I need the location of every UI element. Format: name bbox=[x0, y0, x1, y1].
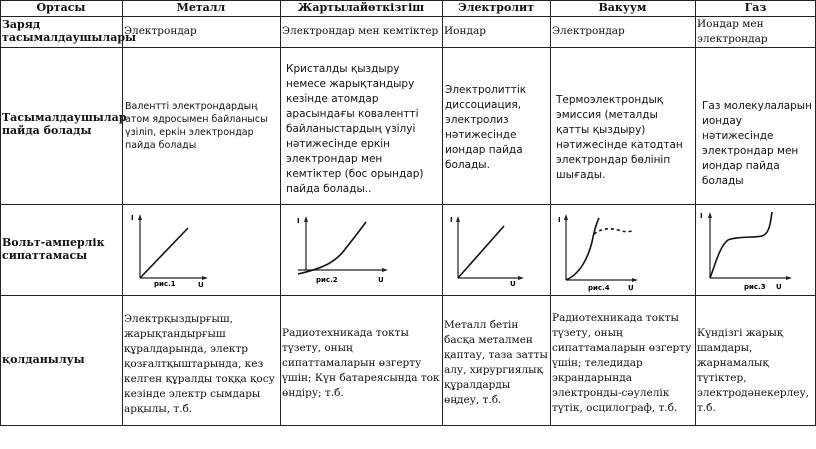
figure-label: рис.2 bbox=[316, 276, 338, 284]
header-medium: Ортасы bbox=[36, 1, 86, 14]
row-label-iv: Вольт-амперлік сипаттамасы bbox=[2, 236, 105, 262]
figure-label: рис.3 bbox=[744, 283, 766, 291]
axis-i-label: I bbox=[297, 217, 300, 225]
axis-i-label: I bbox=[558, 216, 561, 224]
iv-curve bbox=[298, 222, 366, 274]
figure-label: рис.4 bbox=[588, 284, 610, 292]
usage-electrolyte: Металл бетін басқа металмен қаптау, таза затты алу, хирургиялық құралдарды өңдеу, т.б. bbox=[444, 319, 548, 406]
axis-i-label: I bbox=[131, 214, 134, 222]
usage-gas: Күндізгі жарық шамдары, жарнамалық түтіктер, электродәнекерлеу, т.б. bbox=[697, 327, 809, 414]
header-metal: Металл bbox=[176, 1, 226, 14]
carriers-gas: Иондар мен электрондар bbox=[697, 18, 768, 45]
iv-curve bbox=[710, 212, 772, 278]
iv-curve bbox=[458, 226, 504, 278]
usage-vacuum: Радиотехникада токты түзету, оның сипаттамаларын өзгерту үшін; теледидар экрандарында электронды-сәулелік түтік, осцилограф, т.б. bbox=[552, 312, 692, 414]
header-electrolyte: Электролит bbox=[457, 1, 535, 14]
figure-label: рис.1 bbox=[154, 280, 176, 288]
row-label-origin: Тасымалдаушылар пайда болады bbox=[2, 111, 127, 137]
axis-u-label: U bbox=[198, 281, 204, 289]
axis-u-label: U bbox=[510, 280, 516, 288]
usage-metal: Электрқыздырғыш, жарықтандырғыш құралдарында, электр қозғалтқыштарында, кез келген құралды тоққа қосу кезінде электр сымдары арқылы, т.б. bbox=[124, 313, 275, 415]
axis-i-label: I bbox=[450, 216, 453, 224]
origin-electrolyte: Электролиттік диссоциация, электролиз нәтижесінде иондар пайда болады. bbox=[445, 84, 527, 171]
origin-metal: Валентті электрондардың атом ядросымен байланысы үзіліп, еркін электрондар пайда болады bbox=[125, 101, 268, 151]
iv-graph-vacuum bbox=[556, 210, 646, 292]
iv-saturation-curve bbox=[594, 229, 632, 234]
header-gas: Газ bbox=[744, 1, 767, 14]
axis-u-label: U bbox=[378, 276, 384, 284]
origin-semiconductor: Кристалды қыздыру немесе жарықтандыру кезінде атомдар арасындағы ковалентті байланыстардың үзілуі нәтижесінде еркін электрондар мен кемтіктер (бос орындар) пайда болады.. bbox=[286, 63, 424, 195]
iv-graph-electrolyte bbox=[448, 212, 528, 288]
origin-vacuum: Термоэлектрондық эмиссия (металды қатты қыздыру) нәтижесінде катодтан электрондар бөлініп шығады. bbox=[556, 94, 683, 181]
header-semiconductor: Жартылайөткізгіш bbox=[297, 1, 425, 14]
axis-u-label: U bbox=[776, 283, 782, 291]
iv-graph-gas bbox=[698, 206, 796, 292]
iv-curve bbox=[566, 218, 599, 280]
row-label-carriers: Заряд тасымалдаушылары bbox=[2, 18, 137, 44]
iv-curve bbox=[140, 228, 188, 278]
origin-gas: Газ молекулаларын иондау нәтижесінде электрондар мен иондар пайда болады bbox=[702, 100, 812, 187]
carriers-semiconductor: Электрондар мен кемтіктер bbox=[282, 25, 439, 37]
carriers-metal: Электрондар bbox=[124, 25, 197, 37]
iv-graph-semiconductor bbox=[294, 212, 390, 292]
iv-graph-metal bbox=[130, 210, 210, 290]
header-vacuum: Вакуум bbox=[598, 1, 647, 14]
row-label-usage: қолданылуы bbox=[2, 353, 85, 366]
carriers-vacuum: Электрондар bbox=[552, 25, 625, 37]
carriers-electrolyte: Иондар bbox=[444, 25, 486, 37]
axis-u-label: U bbox=[628, 284, 634, 292]
axis-i-label: I bbox=[700, 212, 703, 220]
usage-semiconductor: Радиотехникада токты түзету, оның сипаттамаларын өзгерту үшін; Күн батареясында ток өндіру; т.б. bbox=[282, 327, 440, 399]
